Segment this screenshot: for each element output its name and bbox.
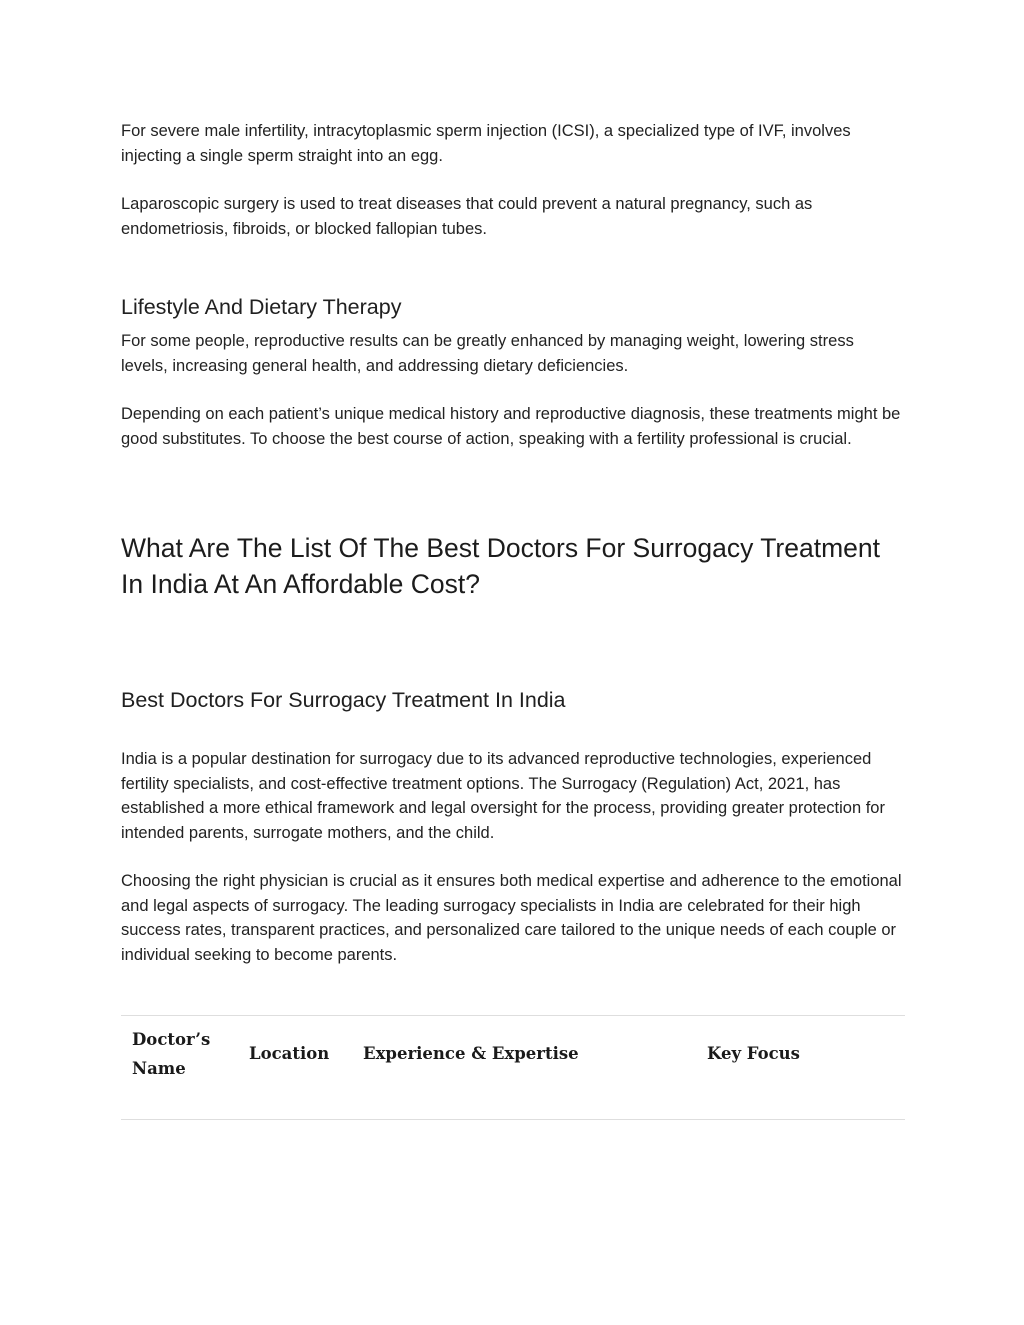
paragraph-lifestyle: For some people, reproductive results can be greatly enhanced by managing weight, lowering stress levels, increasing general health, and addressing dietary deficiencies. bbox=[121, 332, 854, 375]
table-header-experience: Experience & Expertise bbox=[363, 1044, 579, 1063]
paragraph-icsi: For severe male infertility, intracytoplasmic sperm injection (ICSI), a specialized type of IVF, involves injecting a single sperm straight into an egg. bbox=[121, 122, 851, 165]
heading-best-doctors-list: What Are The List Of The Best Doctors For Surrogacy Treatment In India At An Affordable Cost? bbox=[121, 533, 880, 599]
heading-best-doctors-india: Best Doctors For Surrogacy Treatment In India bbox=[121, 688, 566, 712]
table-header-key-focus: Key Focus bbox=[707, 1044, 800, 1063]
paragraph-india-destination: India is a popular destination for surrogacy due to its advanced reproductive technologies, experienced fertility specialists, and cost-effective treatment options. The Surrogacy (Regulation) Act, 2021, has established a more ethical framework and legal oversight for the process, providing greater protection for intended parents, surrogate mothers, and the child. bbox=[121, 750, 885, 842]
table-header-location: Location bbox=[249, 1044, 330, 1063]
table-header-doctor-name: Doctor’s Name bbox=[132, 1030, 211, 1078]
paragraph-laparoscopic: Laparoscopic surgery is used to treat diseases that could prevent a natural pregnancy, such as endometriosis, fibroids, or blocked fallopian tubes. bbox=[121, 195, 813, 238]
paragraph-choosing-physician: Choosing the right physician is crucial as it ensures both medical expertise and adherence to the emotional and legal aspects of surrogacy. The leading surrogacy specialists in India are celebrated for their high success rates, transparent practices, and personalized care tailored to the unique needs of each couple or individual seeking to become parents. bbox=[121, 872, 902, 964]
paragraph-depending: Depending on each patient’s unique medical history and reproductive diagnosis, these treatments might be good substitutes. To choose the best course of action, speaking with a fertility professional is crucial. bbox=[121, 405, 901, 448]
doctors-table bbox=[121, 1015, 905, 1120]
heading-lifestyle-dietary-therapy: Lifestyle And Dietary Therapy bbox=[121, 295, 402, 319]
